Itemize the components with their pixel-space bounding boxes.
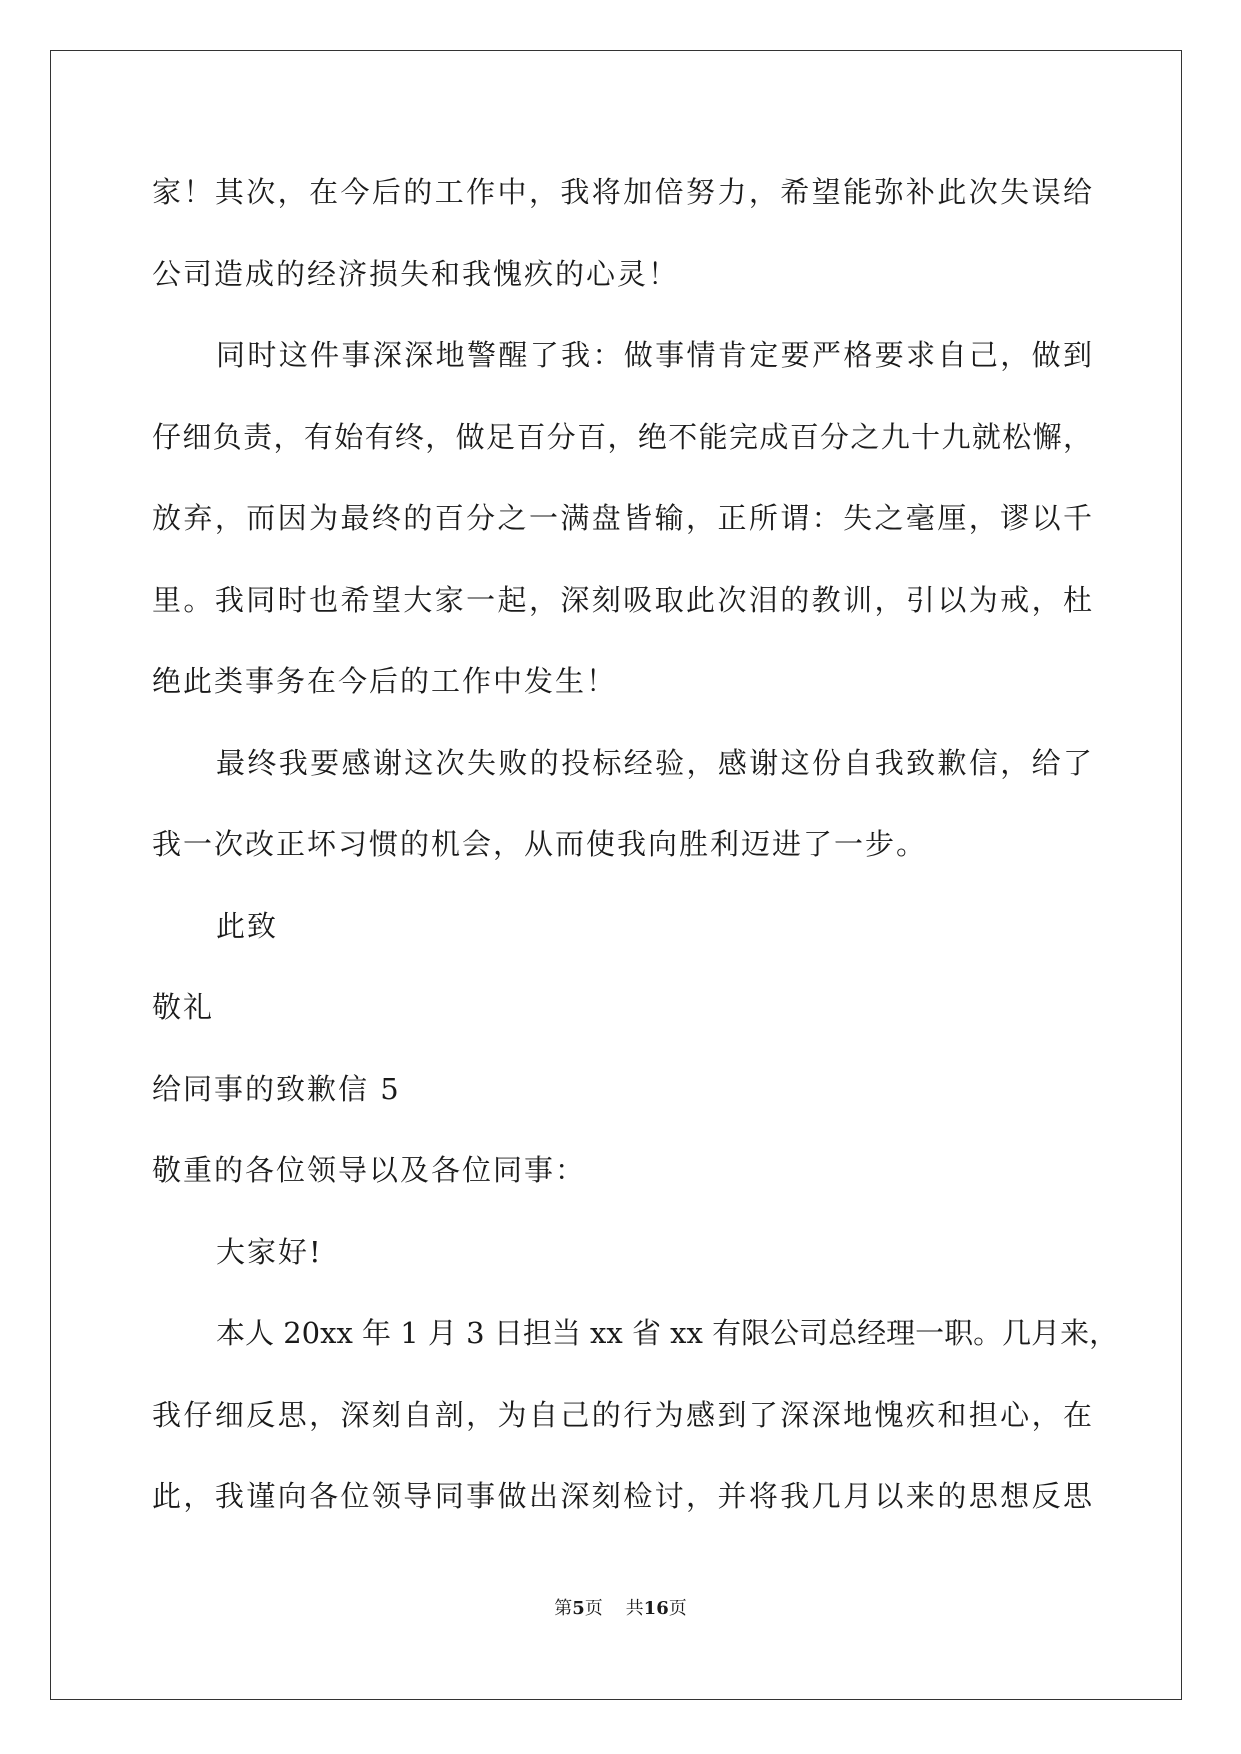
- total-pages-number: 16: [643, 1598, 669, 1619]
- text-line: 放弃，而因为最终的百分之一满盘皆输，正所谓：失之毫厘，谬以千: [152, 501, 1092, 535]
- text-line: 同时这件事深深地警醒了我：做事情肯定要严格要求自己，做到: [216, 338, 1092, 372]
- footer-page-suffix: 页: [584, 1598, 603, 1619]
- text-line: 家！其次，在今后的工作中，我将加倍努力，希望能弥补此次失误给: [152, 175, 1092, 209]
- salutation-line: 敬礼: [152, 990, 215, 1024]
- closing-line: 此致: [216, 908, 279, 943]
- footer-total-suffix: 页: [668, 1598, 687, 1619]
- text-line: 最终我要感谢这次失败的投标经验，感谢这份自我致歉信，给了: [216, 745, 1092, 780]
- footer-prefix: 第: [554, 1598, 573, 1619]
- greeting-line: 大家好!: [216, 1234, 323, 1269]
- text-line: 公司造成的经济损失和我愧疚的心灵！: [152, 256, 680, 291]
- text-line: 我仔细反思，深刻自剖，为自己的行为感到了深深地愧疚和担心，在: [152, 1397, 1092, 1432]
- text-line: 我一次改正坏习惯的机会，从而使我向胜利迈进了一步。: [152, 827, 928, 861]
- text-line: 此，我谨向各位领导同事做出深刻检讨，并将我几月以来的思想反思: [152, 1479, 1092, 1513]
- current-page-number: 5: [572, 1598, 585, 1619]
- text-line: 仔细负责，有始有终，做足百分百，绝不能完成百分之九十九就松懈，: [152, 419, 1092, 454]
- greeting-line: 敬重的各位领导以及各位同事：: [152, 1153, 587, 1187]
- footer-total-prefix: 共: [625, 1598, 644, 1619]
- document-body: [152, 162, 1119, 1548]
- section-heading: 给同事的致歉信 5: [152, 1071, 401, 1106]
- text-line: 本人 20xx 年 1 月 3 日担当 xx 省 xx 有限公司总经理一职。几月来，: [216, 1316, 1119, 1350]
- text-line: 里。我同时也希望大家一起，深刻吸取此次泪的教训，引以为戒，杜: [152, 582, 1092, 617]
- page-number-footer: [0, 1598, 1241, 1620]
- text-line: 绝此类事务在今后的工作中发生！: [152, 664, 618, 698]
